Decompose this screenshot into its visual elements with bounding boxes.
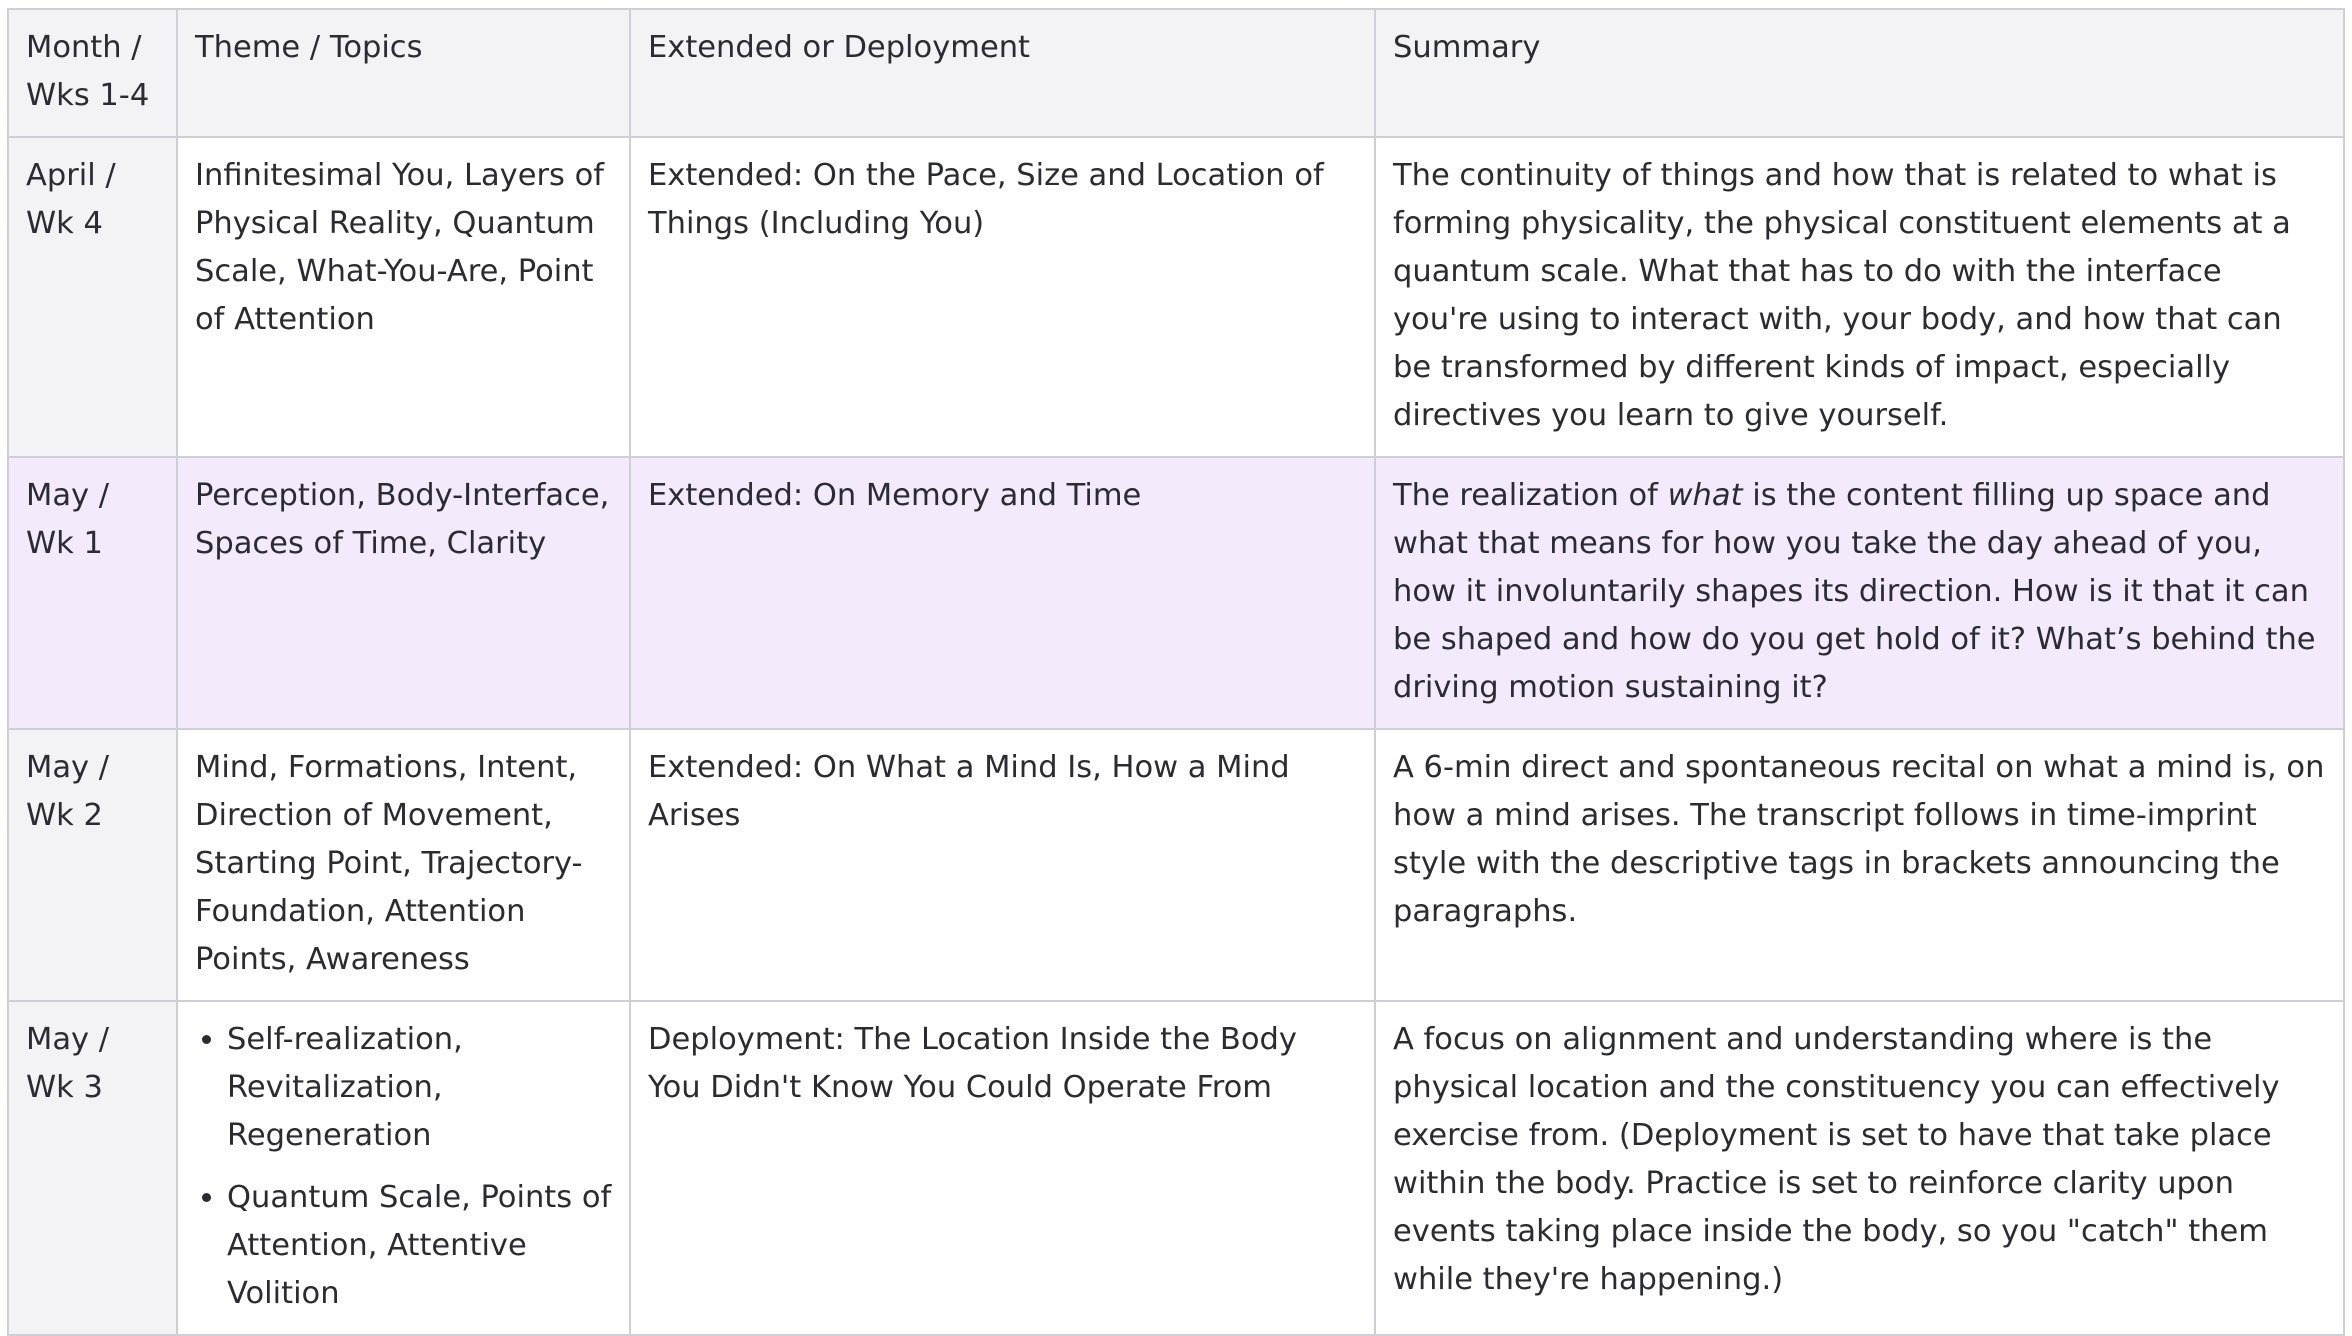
table-header-row	[8, 9, 2344, 137]
type-cell: Extended: On Memory and Time	[630, 457, 1375, 729]
type-cell: Extended: On the Pace, Size and Location of Things (Including You)	[630, 137, 1375, 457]
summary-cell: A 6-min direct and spontaneous recital on what a mind is, on how a mind arises. The transcript follows in time-imprint style with the descriptive tags in brackets announcing the paragraphs.	[1375, 729, 2344, 1001]
topics-cell	[177, 1001, 630, 1335]
header-type: Extended or Deployment	[630, 9, 1375, 137]
topics-list-item: • Self-realization, Revitalization, Regeneration	[227, 1016, 612, 1160]
table-row	[8, 137, 2344, 457]
summary-cell: The continuity of things and how that is related to what is forming physicality, the physical constituent elements at a quantum scale. What that has to do with the interface you're using to interact with, your body, and how that can be transformed by different kinds of impact, especially directives you learn to give yourself.	[1375, 137, 2344, 457]
topics-cell: Mind, Formations, Intent, Direction of Movement, Starting Point, Trajectory-Foundation, Attention Points, Awareness	[177, 729, 630, 1001]
topics-cell: Perception, Body-Interface, Spaces of Time, Clarity	[177, 457, 630, 729]
summary-text-pre: The realization of	[1393, 478, 1668, 513]
topics-cell: Infinitesimal You, Layers of Physical Reality, Quantum Scale, What-You-Are, Point of Attention	[177, 137, 630, 457]
summary-text-post: is the content filling up space and what that means for how you take the day ahead of you, how it involuntarily shapes its direction. How is it that it can be shaped and how do you get hold of it? What’s behind the driving motion sustaining it?	[1393, 478, 2316, 705]
header-topics: Theme / Topics	[177, 9, 630, 137]
header-month: Month / Wks 1-4	[8, 9, 177, 137]
topics-list	[195, 1016, 612, 1318]
table-row	[8, 1001, 2344, 1335]
month-cell: May / Wk 3	[8, 1001, 177, 1335]
table-row	[8, 729, 2344, 1001]
summary-cell: A focus on alignment and understanding where is the physical location and the constituency you can effectively exercise from. (Deployment is set to have that take place within the body. Practice is set to reinforce clarity upon events taking place inside the body, so you "catch" them while they're happening.)	[1375, 1001, 2344, 1335]
schedule-table	[7, 8, 2345, 1336]
month-cell: May / Wk 1	[8, 457, 177, 729]
type-cell: Extended: On What a Mind Is, How a Mind Arises	[630, 729, 1375, 1001]
type-cell: Deployment: The Location Inside the Body You Didn't Know You Could Operate From	[630, 1001, 1375, 1335]
topics-list-item: • Quantum Scale, Points of Attention, Attentive Volition	[227, 1174, 612, 1318]
table-row-highlighted	[8, 457, 2344, 729]
month-cell: April / Wk 4	[8, 137, 177, 457]
summary-cell	[1375, 457, 2344, 729]
header-summary: Summary	[1375, 9, 2344, 137]
month-cell: May / Wk 2	[8, 729, 177, 1001]
summary-emphasis: what	[1667, 478, 1743, 513]
